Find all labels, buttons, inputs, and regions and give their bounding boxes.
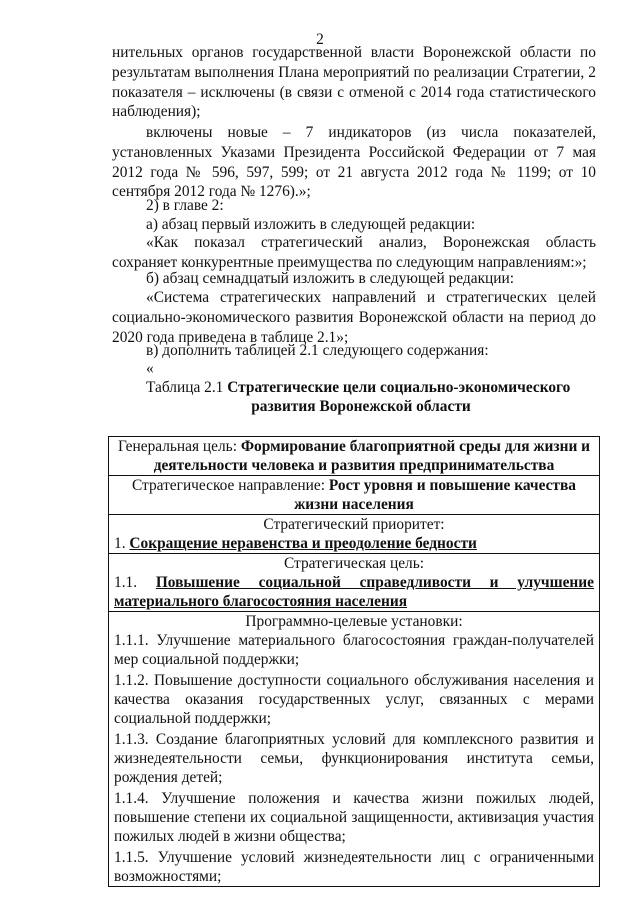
strategic-goals-table	[108, 436, 600, 887]
page-number: 2	[316, 31, 324, 48]
targets-label: Программно-целевые установки:	[245, 613, 463, 630]
table-title-line1: Стратегические цели социально-экономического	[227, 379, 571, 396]
paragraph-item-b: б) абзац семнадцатый изложить в следующей редакции:	[146, 270, 515, 287]
strategic-priority-num: 1.	[114, 535, 130, 552]
target-item: 1.1.4. Улучшение положения и качества жизни пожилых людей, повышение степени их социальной защищенности, активизация участия пожилых людей в жизни общества;	[114, 790, 594, 845]
strategic-goal-cell	[109, 554, 599, 612]
paragraph-item-v: в) дополнить таблицей 2.1 следующего содержания:	[146, 342, 489, 359]
paragraph-new-indicators: включены новые – 7 индикаторов (из числа показателей, установленных Указами Президента Российской Федерации от 7 мая 2012 года № 596, 597, 599; от 21 августа 2012 года № 1199; от 10 сентября 2012 года № 1276).»;	[112, 124, 596, 201]
target-item: 1.1.3. Создание благоприятных условий для комплексного развития и жизнедеятельности семьи, функционирования института семьи, рождения детей;	[114, 731, 594, 786]
strategic-goal-num: 1.1.	[114, 574, 156, 591]
strategic-goal-label: Стратегическая цель:	[283, 555, 425, 572]
general-goal-cell	[109, 437, 599, 476]
target-item: 1.1.1. Улучшение материального благосостояния граждан-получателей мер социальной поддержки;	[114, 632, 594, 668]
strategic-direction-cell	[109, 476, 599, 515]
general-goal-value: Формирование благоприятной среды для жизни и деятельности человека и развития предпринимательства	[153, 438, 591, 474]
paragraph-continuation: нительных органов государственной власти Воронежской области по результатам выполнения Плана мероприятий по реализации Стратегии, 2 показателя – исключены (в связи с отменой с 2014 года статистического наблюдения);	[112, 44, 596, 121]
table-title	[112, 378, 596, 416]
paragraph-quote-analysis: «Как показал стратегический анализ, Воронежская область сохраняет конкурентные преимущества по следующим направлениям:»;	[112, 234, 596, 271]
opening-quote: «	[146, 360, 154, 377]
strategic-priority-cell	[109, 515, 599, 554]
general-goal-label: Генеральная цель:	[117, 438, 241, 455]
table-title-prefix: Таблица 2.1	[146, 379, 228, 396]
target-item: 1.1.5. Улучшение условий жизнедеятельности лиц с ограниченными возможностями;	[114, 849, 594, 885]
strategic-direction-label: Стратегическое направление:	[131, 477, 329, 494]
strategic-direction-value: Рост уровня и повышение качества жизни населения	[294, 477, 577, 513]
strategic-priority-value: Сокращение неравенства и преодоление бедности	[129, 535, 477, 552]
paragraph-chapter-2: 2) в главе 2:	[146, 197, 224, 214]
targets-cell	[109, 612, 599, 887]
strategic-priority-label: Стратегический приоритет:	[263, 516, 445, 533]
target-item: 1.1.2. Повышение доступности социального обслуживания населения и качества оказания государственных услуг, связанных с мерами социальной поддержки;	[114, 672, 594, 727]
table-title-line2: развития Воронежской области	[251, 398, 471, 415]
paragraph-item-a: а) абзац первый изложить в следующей редакции:	[146, 216, 476, 233]
strategic-goal-value: Повышение социальной справедливости и улучшение материального благосостояния населения	[114, 574, 594, 610]
paragraph-quote-system: «Система стратегических направлений и стратегических целей социально-экономического развития Воронежской области на период до 2020 года приведена в таблице 2.1»;	[112, 289, 596, 346]
